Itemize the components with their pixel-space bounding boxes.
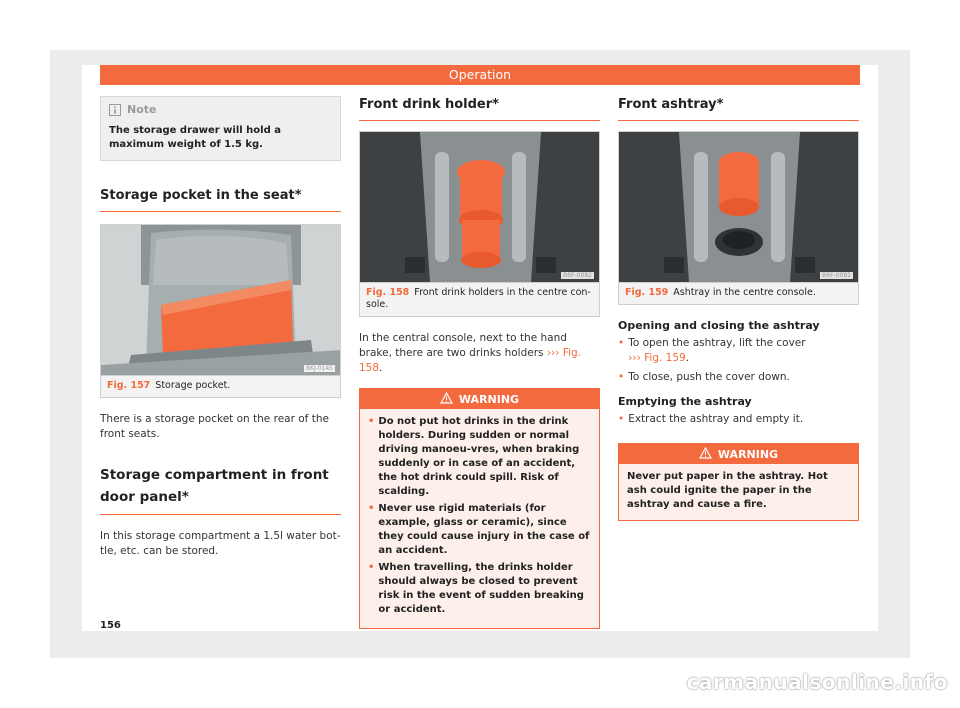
warning-item: • When travelling, the drinks holder should always be closed to prevent risk in the event of sudden breaking or accident.	[368, 562, 584, 615]
figure-number: Fig. 159	[625, 287, 669, 298]
body-text-part: .	[379, 362, 383, 374]
section-title-storage-pocket: Storage pocket in the seat*	[100, 187, 341, 212]
figure-159-image	[619, 132, 858, 282]
subheading-emptying: Emptying the ashtray	[618, 395, 752, 408]
note-heading-label: Note	[127, 103, 157, 116]
figure-159	[618, 131, 859, 305]
bullet-item: • Extract the ashtray and empty it.	[618, 413, 804, 425]
column-3	[618, 96, 859, 521]
figure-code: B6F-0081	[822, 272, 851, 279]
watermark: carmanualsonline.info	[686, 670, 948, 694]
body-text	[359, 331, 600, 376]
warning-body	[360, 409, 599, 628]
figure-reference-link[interactable]: ››› Fig. 158	[359, 347, 581, 374]
note-heading	[109, 103, 332, 116]
figure-code: BKJ-0145	[305, 365, 333, 372]
warning-heading	[360, 389, 599, 409]
column-1	[100, 96, 341, 559]
warning-heading-label: WARNING	[717, 447, 779, 461]
body-text: In this storage compartment a 1.5l water bot-tle, etc. can be stored.	[100, 530, 341, 557]
figure-158-image	[360, 132, 599, 282]
warning-box	[618, 443, 859, 521]
warning-item: • Never use rigid materials (for example, glass or ceramic), since they could cause injury in the case of an accident.	[368, 503, 590, 556]
section-title-drink-holder: Front drink holder*	[359, 96, 600, 121]
column-2	[359, 96, 600, 629]
subheading-open-close: Opening and closing the ashtray	[618, 319, 820, 332]
warning-heading-label: WARNING	[458, 392, 520, 406]
warning-heading	[619, 444, 858, 464]
figure-reference-link[interactable]: ››› Fig. 159	[628, 352, 686, 364]
figure-caption-text: Storage pocket.	[155, 380, 231, 391]
figure-157	[100, 224, 341, 398]
bullet-item: • To open the ashtray, lift the cover ››› Fig. 159.	[618, 337, 806, 364]
figure-157-image	[101, 225, 340, 375]
section-title-door-compartment: Storage compartment in front door panel*	[100, 464, 341, 515]
warning-box	[359, 388, 600, 629]
note-text: The storage drawer will hold a maximum weight of 1.5 kg.	[109, 125, 281, 150]
body-text-part: In the central console, next to the hand brake, there are two drinks holders	[359, 332, 567, 359]
note-box	[100, 96, 341, 161]
figure-caption-text: Ashtray in the centre console.	[673, 287, 816, 298]
figure-code: B6F-0082	[563, 272, 592, 279]
section-header: Operation	[100, 65, 860, 85]
info-icon	[109, 104, 121, 116]
figure-number: Fig. 158	[366, 287, 410, 298]
figure-caption	[360, 282, 599, 316]
figure-caption-text: Front drink holders in the centre con-sole.	[366, 287, 591, 310]
warning-triangle-icon	[440, 392, 453, 407]
warning-triangle-icon	[699, 447, 712, 462]
figure-number: Fig. 157	[107, 380, 151, 391]
page-number: 156	[100, 620, 121, 631]
bullet-item: • To close, push the cover down.	[618, 371, 790, 383]
warning-item: • Do not put hot drinks in the drink holders. During sudden or normal driving manoeu-vres, when braking suddenly or in case of an accident, the hot drink could spill. Risk of scalding.	[368, 416, 580, 497]
warning-body: Never put paper in the ashtray. Hot ash could ignite the paper in the ashtray and cause a fire.	[627, 471, 828, 510]
figure-158	[359, 131, 600, 317]
figure-caption	[619, 282, 858, 304]
body-text: There is a storage pocket on the rear of the front seats.	[100, 413, 329, 440]
figure-caption	[101, 375, 340, 397]
section-title-ashtray: Front ashtray*	[618, 96, 859, 121]
